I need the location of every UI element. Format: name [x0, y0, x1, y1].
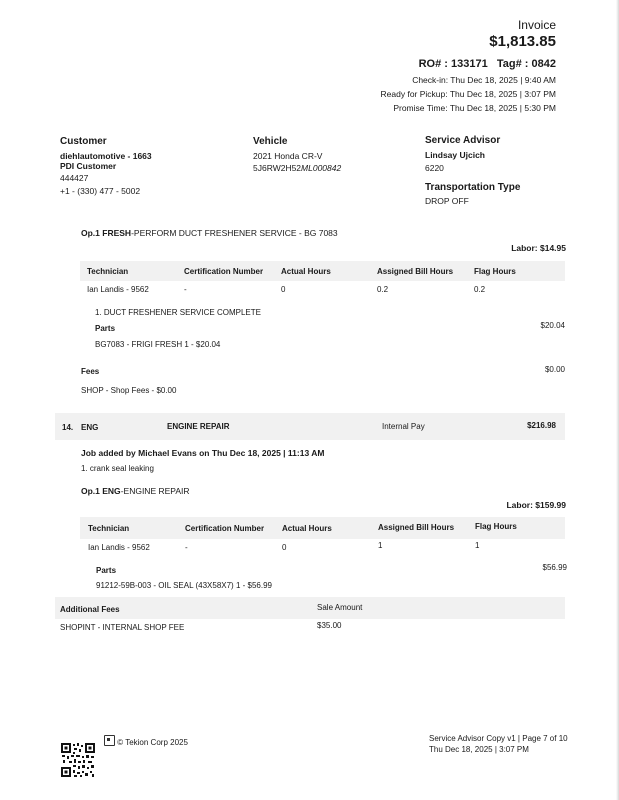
- op1-part-line: BG7083 - FRIGI FRESH 1 - $20.04: [95, 340, 221, 349]
- job14-added: Job added by Michael Evans on Thu Dec 18, 2025 | 11:13 AM: [81, 448, 325, 458]
- job14-col-technician: Technician: [88, 524, 130, 533]
- job14-parts-amount: $56.99: [542, 563, 567, 572]
- op1-col-flag-hours: Flag Hours: [474, 267, 516, 276]
- job14-col-actual-hours: Actual Hours: [282, 524, 332, 533]
- customer-name: diehlautomotive - 1663: [60, 151, 152, 161]
- ready-time: Ready for Pickup: Thu Dec 18, 2025 | 3:07 PM: [380, 89, 556, 99]
- op1-desc: -PERFORM DUCT FRESHENER SERVICE - BG 7083: [131, 228, 338, 238]
- job14-labor: Labor: $159.99: [506, 500, 566, 510]
- vehicle-vin: [253, 162, 341, 174]
- vin-prefix: 5J6RW2H52: [253, 163, 302, 173]
- op1-col-certification: Certification Number: [184, 267, 264, 276]
- op1-labor: Labor: $14.95: [511, 243, 566, 253]
- customer-label: Customer: [60, 136, 107, 147]
- advisor-label: Service Advisor: [425, 135, 501, 146]
- job14-cell-actual-hours: 0: [282, 543, 287, 552]
- footer-copy: Service Advisor Copy v1 | Page 7 of 10: [429, 734, 568, 743]
- op1-fee-line: SHOP - Shop Fees - $0.00: [81, 386, 177, 395]
- op1-cell-bill-hours: 0.2: [377, 285, 389, 294]
- tekion-logo-icon: [104, 735, 115, 746]
- qr-code: [60, 742, 96, 778]
- job14-op-heading: [81, 486, 189, 496]
- job14-cell-technician: Ian Landis - 9562: [88, 543, 150, 552]
- advisor-name: Lindsay Ujcich: [425, 150, 485, 160]
- job14-col-bill-hours: Assigned Bill Hours: [378, 523, 455, 532]
- op1-col-technician: Technician: [87, 267, 129, 276]
- additional-fees-band: [55, 597, 565, 619]
- additional-fees-label: Additional Fees: [60, 605, 120, 614]
- job14-op-code: Op.1 ENG: [81, 486, 121, 496]
- vehicle-model: 2021 Honda CR-V: [253, 151, 323, 161]
- ro-tag-line: [419, 58, 556, 70]
- op1-cell-actual-hours: 0: [281, 285, 286, 294]
- op1-note: 1. DUCT FRESHENER SERVICE COMPLETE: [95, 308, 261, 317]
- job14-parts-label: Parts: [96, 566, 117, 575]
- op1-cell-technician: Ian Landis - 9562: [87, 285, 149, 294]
- ro-label: RO# :: [418, 58, 448, 70]
- customer-type: PDI Customer: [60, 161, 117, 171]
- job14-cell-certification: -: [185, 543, 188, 552]
- fee-name: SHOPINT - INTERNAL SHOP FEE: [60, 623, 185, 632]
- ro-value: 133171: [450, 58, 488, 70]
- tag-label: Tag# :: [496, 58, 529, 70]
- vin-suffix: ML000842: [301, 163, 342, 173]
- job14-band: [55, 413, 565, 440]
- job14-pay-type: Internal Pay: [382, 422, 425, 431]
- op1-heading: [81, 228, 338, 238]
- op1-parts-amount: $20.04: [540, 321, 565, 330]
- job14-amount: $216.98: [527, 421, 556, 430]
- transport-label: Transportation Type: [425, 182, 521, 193]
- transport-value: DROP OFF: [425, 196, 469, 206]
- tag-value: 0842: [531, 58, 556, 70]
- job14-col-flag-hours: Flag Hours: [475, 522, 517, 531]
- checkin-time: Check-in: Thu Dec 18, 2025 | 9:40 AM: [412, 75, 556, 85]
- job14-op-desc: -ENGINE REPAIR: [120, 486, 190, 496]
- footer-brand-text: © Tekion Corp 2025: [117, 738, 188, 747]
- invoice-total: $1,813.85: [489, 33, 556, 50]
- customer-phone: +1 - (330) 477 - 5002: [60, 186, 141, 196]
- footer-brand: [104, 735, 188, 747]
- footer-date: Thu Dec 18, 2025 | 3:07 PM: [429, 745, 529, 754]
- op1-col-bill-hours: Assigned Bill Hours: [377, 267, 454, 276]
- job14-complaint: 1. crank seal leaking: [81, 464, 154, 473]
- sale-amount-label: Sale Amount: [317, 603, 363, 612]
- job14-number: 14.: [62, 423, 74, 432]
- job14-code: ENG: [81, 423, 99, 432]
- job14-cell-flag-hours: 1: [475, 541, 480, 550]
- op1-code: Op.1 FRESH: [81, 228, 132, 238]
- op1-col-actual-hours: Actual Hours: [281, 267, 331, 276]
- op1-cell-certification: -: [184, 285, 187, 294]
- invoice-title: Invoice: [517, 18, 556, 32]
- job14-col-certification: Certification Number: [185, 524, 265, 533]
- op1-fees-label: Fees: [81, 367, 100, 376]
- op1-cell-flag-hours: 0.2: [474, 285, 486, 294]
- job14-name: ENGINE REPAIR: [167, 422, 230, 431]
- op1-fees-amount: $0.00: [544, 365, 565, 374]
- fee-amount: $35.00: [317, 621, 342, 630]
- op1-parts-label: Parts: [95, 324, 116, 333]
- advisor-id: 6220: [425, 163, 444, 173]
- job14-part-line: 91212-59B-003 - OIL SEAL (43X58X7) 1 - $56.99: [96, 581, 272, 590]
- promise-time: Promise Time: Thu Dec 18, 2025 | 5:30 PM: [393, 103, 556, 113]
- vehicle-label: Vehicle: [253, 136, 288, 147]
- customer-account: 444427: [60, 173, 89, 183]
- job14-cell-bill-hours: 1: [378, 541, 383, 550]
